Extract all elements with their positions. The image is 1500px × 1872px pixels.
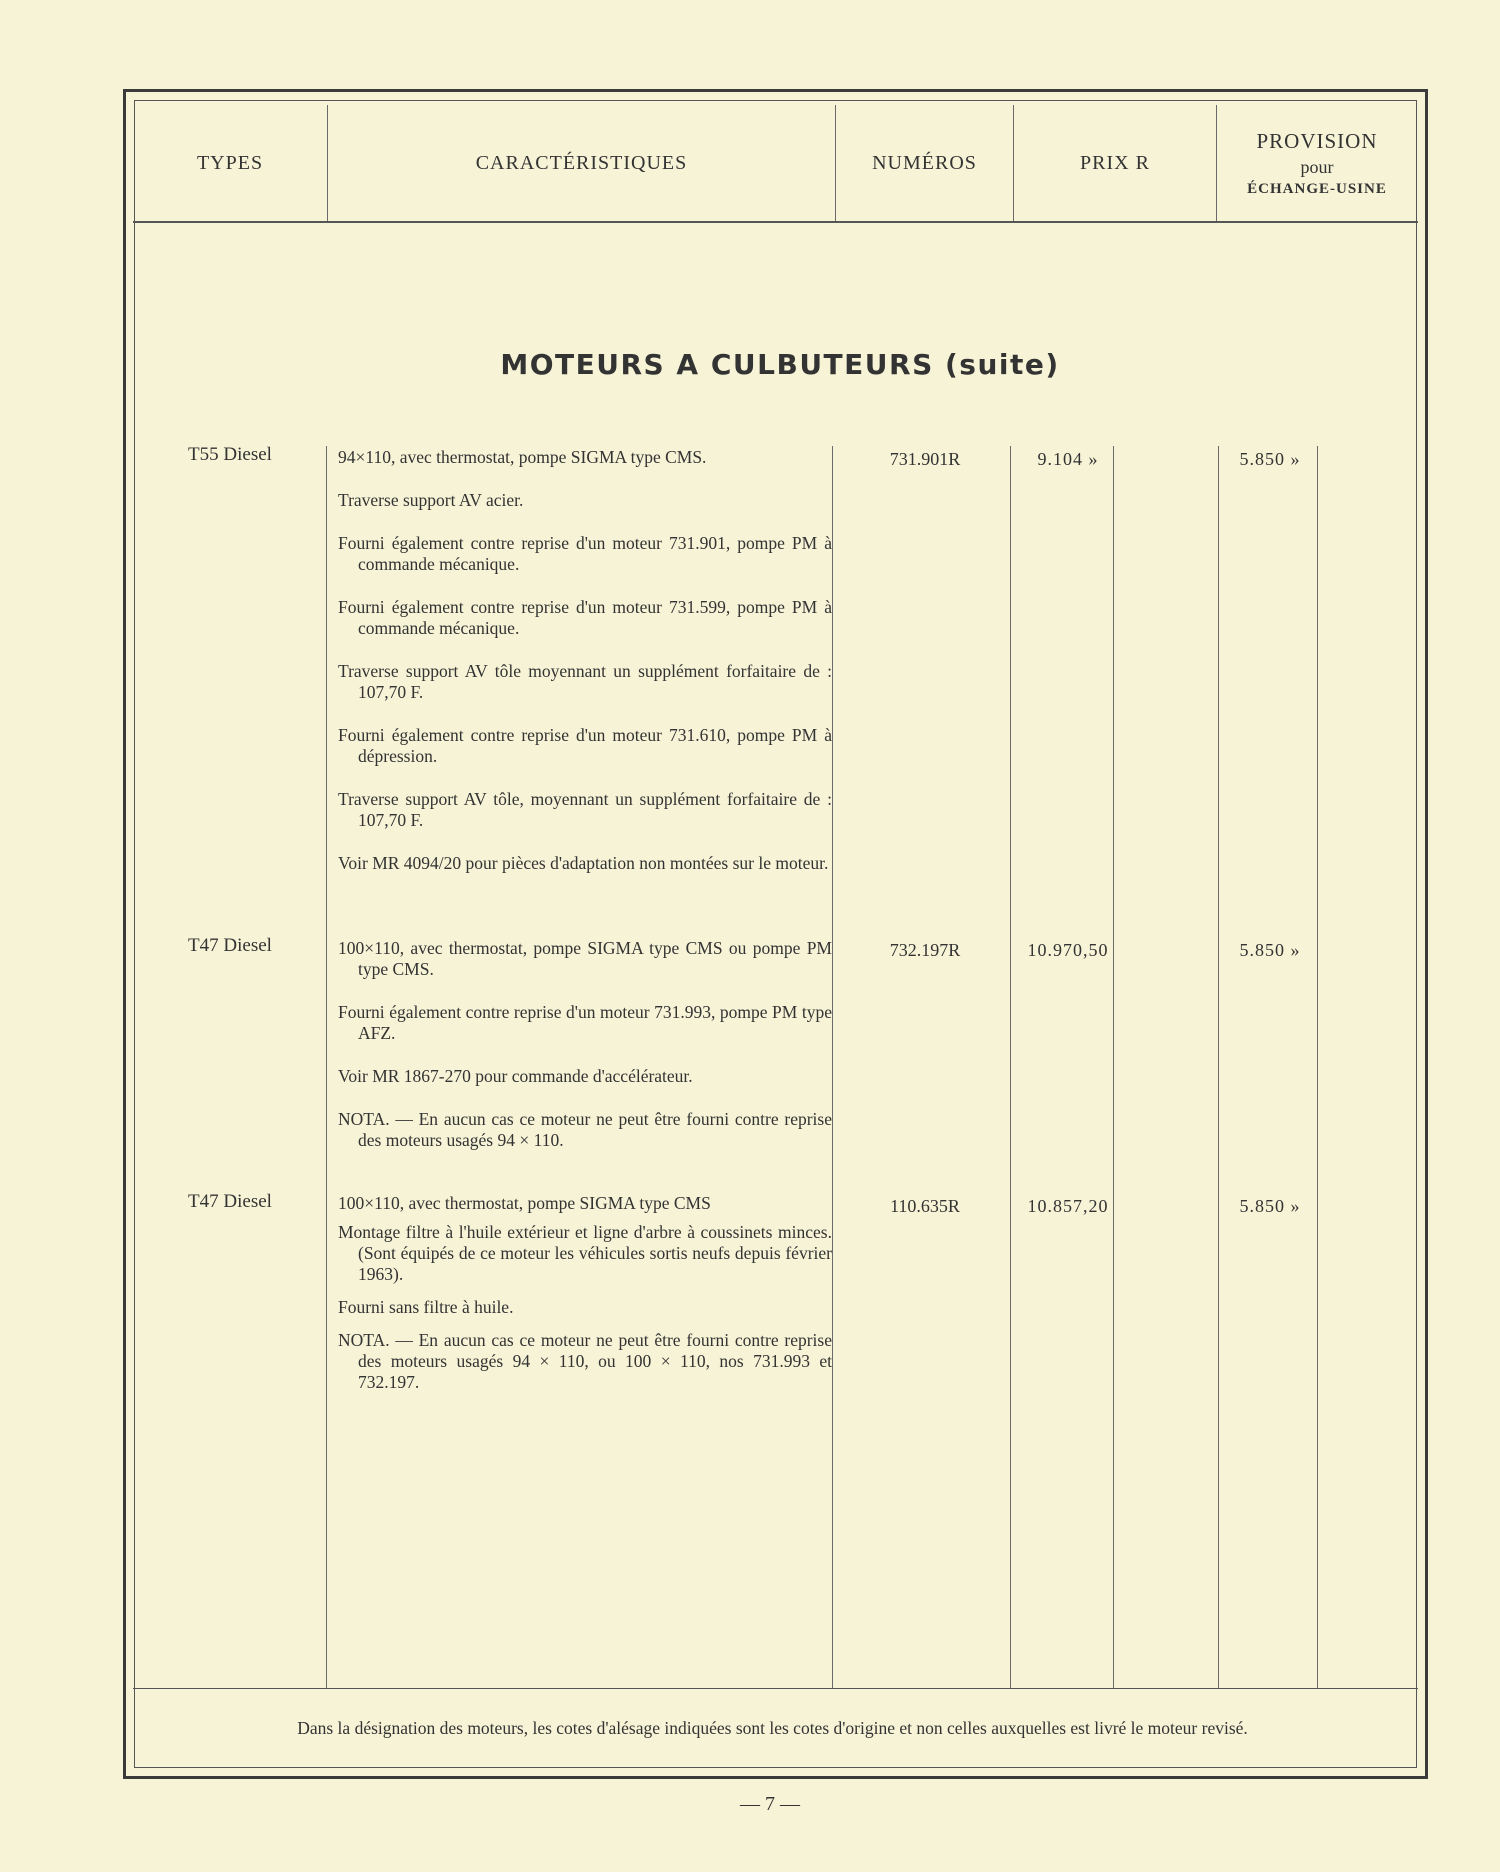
header-prix (1014, 105, 1216, 221)
header-numeros (836, 105, 1013, 221)
entry-caracteristiques (338, 447, 832, 896)
header-caracteristiques-label: CARACTÉRISTIQUES (475, 151, 688, 174)
entry-provision: 5.850 » (1239, 1196, 1301, 1216)
entry-caracteristiques (338, 938, 832, 1173)
page-number: — 7 — (740, 1793, 800, 1815)
carac-paragraph: Traverse support AV acier. (338, 490, 524, 510)
entry-prix: 10.857,20 (1027, 1196, 1109, 1216)
header-provision (1217, 105, 1417, 221)
carac-paragraph: 100×110, avec thermostat, pompe SIGMA type CMS (338, 1193, 711, 1213)
carac-paragraph: Traverse support AV tôle, moyennant un supplément forfaitaire de : 107,70 F. (338, 789, 832, 830)
carac-paragraph: Voir MR 4094/20 pour pièces d'adaptation non montées sur le moteur. (338, 853, 829, 873)
carac-paragraph: NOTA. — En aucun cas ce moteur ne peut être fourni contre reprise des moteurs usagés 94 × 110, ou 100 × 110, nos 731.993 et 732.197. (338, 1330, 832, 1392)
entry-prix: 9.104 » (1037, 449, 1099, 469)
entry-caracteristiques (338, 1193, 832, 1415)
carac-paragraph: Traverse support AV tôle moyennant un supplément forfaitaire de : 107,70 F. (338, 661, 832, 702)
entry-provision: 5.850 » (1239, 940, 1301, 960)
body-divider-4 (1113, 446, 1114, 1688)
header-numeros-label: NUMÉROS (872, 151, 977, 174)
carac-paragraph: Fourni également contre reprise d'un moteur 731.901, pompe PM à commande mécanique. (338, 533, 832, 574)
carac-paragraph: Fourni également contre reprise d'un moteur 731.993, pompe PM type AFZ. (338, 1002, 832, 1043)
footer-rule (133, 1688, 1418, 1689)
entry-numero: 110.635R (890, 1196, 960, 1216)
carac-paragraph: Fourni également contre reprise d'un moteur 731.599, pompe PM à commande mécanique. (338, 597, 832, 638)
section-title: MOTEURS A CULBUTEURS (suite) (500, 348, 1060, 381)
entry-prix: 10.970,50 (1027, 940, 1109, 960)
carac-paragraph: Montage filtre à l'huile extérieur et ligne d'arbre à coussinets minces. (Sont équipés de ce moteur les véhicules sortis neufs depuis février 1963). (338, 1222, 832, 1284)
footnote: Dans la désignation des moteurs, les cotes d'alésage indiquées sont les cotes d'origine et non celles auxquelles est livré le moteur revisé. (297, 1718, 1248, 1738)
body-divider-6 (1317, 446, 1318, 1688)
body-divider-3 (1010, 446, 1011, 1688)
entry-type: T47 Diesel (188, 935, 272, 956)
carac-paragraph: Voir MR 1867-270 pour commande d'accélérateur. (338, 1066, 693, 1086)
body-divider-5 (1218, 446, 1219, 1688)
header-rule (133, 221, 1418, 223)
header-provision-line2: pour (1300, 156, 1334, 177)
carac-paragraph: Fourni sans filtre à huile. (338, 1297, 514, 1317)
header-types-label: TYPES (196, 151, 264, 174)
carac-paragraph: 94×110, avec thermostat, pompe SIGMA type CMS. (338, 447, 707, 467)
header-provision-line3: ÉCHANGE-USINE (1247, 181, 1387, 198)
header-types (133, 105, 327, 221)
entry-type: T47 Diesel (188, 1191, 272, 1212)
header-caracteristiques (328, 105, 835, 221)
body-divider-2 (832, 446, 833, 1688)
entry-type: T55 Diesel (188, 444, 272, 465)
carac-paragraph: 100×110, avec thermostat, pompe SIGMA type CMS ou pompe PM type CMS. (338, 938, 832, 979)
page-frame (123, 89, 1428, 1779)
body-divider-1 (326, 446, 327, 1688)
carac-paragraph: NOTA. — En aucun cas ce moteur ne peut être fourni contre reprise des moteurs usagés 94 × 110. (338, 1109, 832, 1150)
entry-numero: 731.901R (889, 449, 961, 469)
header-provision-line1: PROVISION (1256, 128, 1378, 153)
header-prix-label: PRIX R (1080, 151, 1150, 174)
carac-paragraph: Fourni également contre reprise d'un moteur 731.610, pompe PM à dépression. (338, 725, 832, 766)
entry-provision: 5.850 » (1239, 449, 1301, 469)
entry-numero: 732.197R (889, 940, 961, 960)
